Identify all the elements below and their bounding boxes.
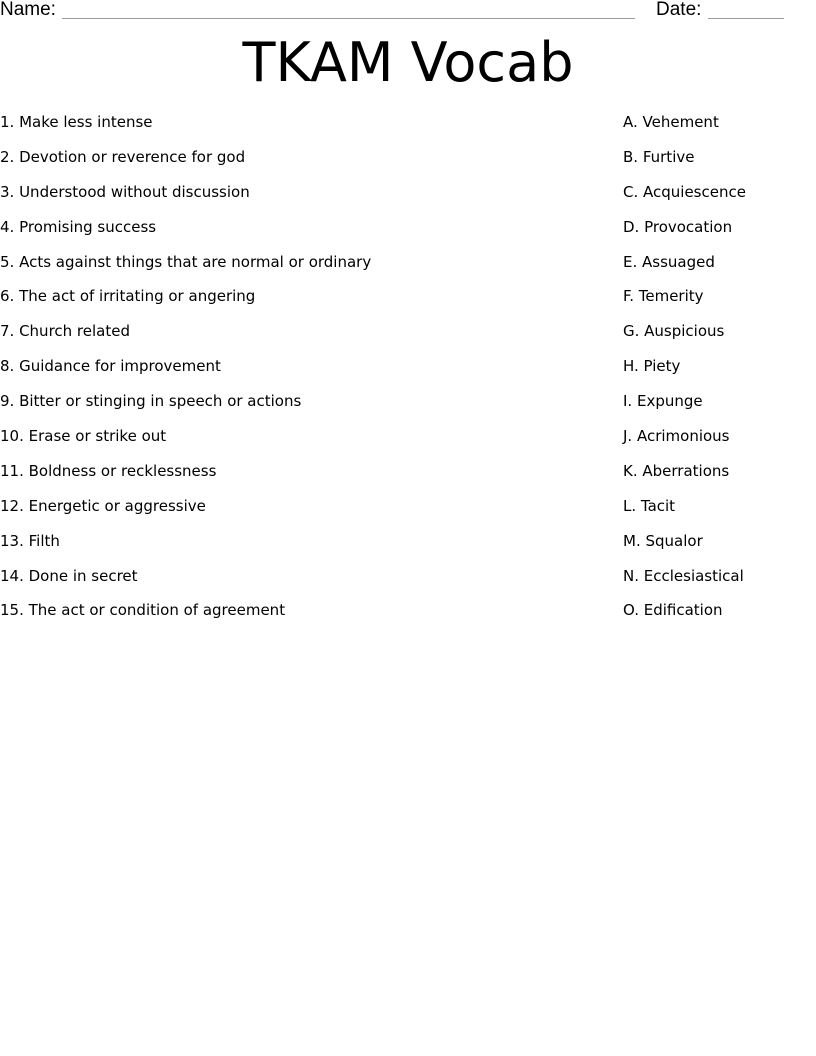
date-blank-line <box>708 18 784 19</box>
clue-text: 8. Guidance for improvement <box>0 357 221 376</box>
list-item <box>0 252 816 287</box>
clue-text: 6. The act of irritating or angering <box>0 287 256 306</box>
list-item <box>0 600 816 635</box>
list-item <box>0 566 816 601</box>
page-title: TKAM Vocab <box>242 31 574 94</box>
clue-text: 9. Bitter or stinging in speech or actions <box>0 392 302 411</box>
name-blank-line <box>62 18 635 19</box>
answer-option: N. Ecclesiastical <box>623 566 744 585</box>
clue-text: 11. Boldness or recklessness <box>0 461 217 480</box>
answer-option: A. Vehement <box>623 113 719 131</box>
answer-option: E. Assuaged <box>623 252 715 271</box>
clue-text: 4. Promising success <box>0 217 157 236</box>
name-label: Name: <box>0 0 56 20</box>
list-item <box>0 461 816 496</box>
clue-text: 10. Erase or strike out <box>0 427 167 446</box>
clue-text: 3. Understood without discussion <box>0 182 250 201</box>
answer-option: F. Temerity <box>623 287 704 306</box>
clue-text: 1. Make less intense <box>0 113 153 131</box>
clue-text: 15. The act or condition of agreement <box>0 601 286 620</box>
worksheet-header <box>0 0 816 24</box>
list-item <box>0 496 816 531</box>
list-item <box>0 321 816 356</box>
list-item <box>0 356 816 391</box>
date-label: Date: <box>656 0 702 20</box>
clue-text: 5. Acts against things that are normal or ordinary <box>0 252 372 271</box>
answer-option: O. Edification <box>623 601 723 620</box>
answer-option: I. Expunge <box>623 392 703 411</box>
answer-option: D. Provocation <box>623 217 733 236</box>
list-item <box>0 391 816 426</box>
answer-option: K. Aberrations <box>623 461 730 480</box>
clue-text: 14. Done in secret <box>0 566 138 585</box>
clue-text: 13. Filth <box>0 531 60 550</box>
clue-text: 12. Energetic or aggressive <box>0 496 206 515</box>
answer-option: L. Tacit <box>623 496 676 515</box>
answer-option: B. Furtive <box>623 147 695 166</box>
answer-option: C. Acquiescence <box>623 182 746 201</box>
list-item <box>0 426 816 461</box>
list-item <box>0 217 816 252</box>
list-item <box>0 147 816 182</box>
matching-list <box>0 112 816 635</box>
list-item <box>0 182 816 217</box>
answer-option: M. Squalor <box>623 531 703 550</box>
list-item <box>0 531 816 566</box>
answer-option: H. Piety <box>623 357 681 376</box>
answer-option: G. Auspicious <box>623 322 725 341</box>
list-item <box>0 286 816 321</box>
clue-text: 7. Church related <box>0 322 130 341</box>
clue-text: 2. Devotion or reverence for god <box>0 147 246 166</box>
answer-option: J. Acrimonious <box>623 427 730 446</box>
list-item <box>0 112 816 147</box>
